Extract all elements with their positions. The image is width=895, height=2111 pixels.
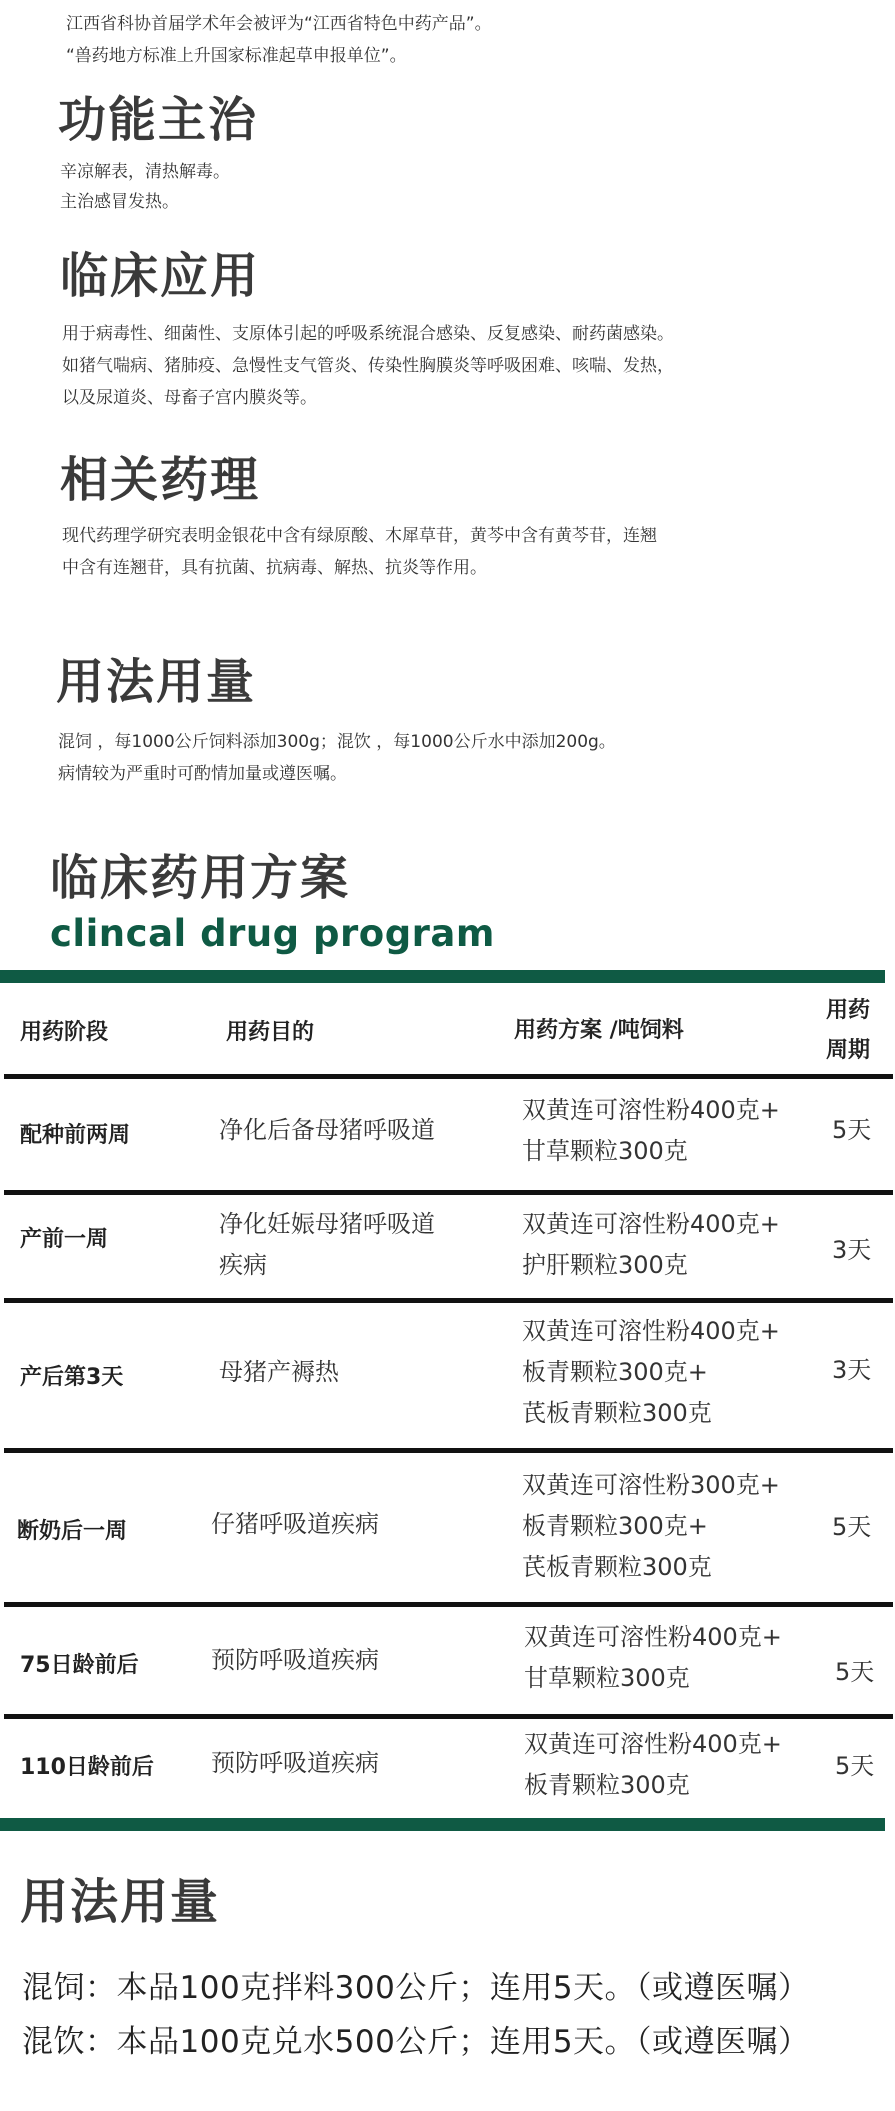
- clinical-line-3: 以及尿道炎、母畜子宫内膜炎等。: [62, 388, 317, 408]
- row-stage: 配种前两周: [20, 1123, 131, 1148]
- row-purpose: 净化妊娠母猪呼吸道 疾病: [219, 1210, 435, 1279]
- row-period: 3天: [832, 1236, 872, 1264]
- clinical-title: 临床应用: [60, 248, 261, 304]
- row-purpose: 仔猪呼吸道疾病: [211, 1510, 379, 1538]
- row-divider: [4, 1190, 893, 1195]
- clinical-line-2: 如猪气喘病、猪肺疫、急慢性支气管炎、传染性胸膜炎等呼吸困难、咳喘、发热，: [62, 356, 674, 376]
- header-stage: 用药阶段: [20, 1020, 109, 1045]
- row-stage: 产前一周: [20, 1227, 109, 1252]
- function-title: 功能主治: [58, 92, 259, 148]
- row-divider: [4, 1714, 893, 1719]
- row-purpose: 预防呼吸道疾病: [211, 1749, 379, 1777]
- header-period-line1: 用药: [826, 998, 871, 1023]
- row-stage: 75日龄前后: [20, 1653, 139, 1678]
- program-title-en: clincal drug program: [50, 912, 495, 955]
- row-stage: 110日龄前后: [20, 1755, 154, 1780]
- row-stage: 产后第3天: [20, 1365, 124, 1390]
- program-title-cn: 临床药用方案: [50, 850, 351, 906]
- table-bottom-bar: [0, 1818, 885, 1831]
- row-stage: 断奶后一周: [17, 1519, 128, 1544]
- dosage2-line-2: 混饮：本品100克兑水500公斤；连用5天。（或遵医嘱）: [22, 2024, 810, 2060]
- row-divider: [4, 1074, 893, 1079]
- function-line-1: 辛凉解表，清热解毒。: [60, 162, 230, 182]
- row-period: 5天: [835, 1752, 875, 1780]
- row-divider: [4, 1602, 893, 1607]
- dosage-title-2: 用法用量: [20, 1874, 221, 1930]
- row-plan: 双黄连可溶性粉400克+ 甘草颗粒300克: [522, 1096, 780, 1165]
- pharmacology-line-2: 中含有连翘苷，具有抗菌、抗病毒、解热、抗炎等作用。: [62, 558, 487, 578]
- row-plan: 双黄连可溶性粉400克+ 板青颗粒300克: [524, 1730, 782, 1799]
- row-purpose: 预防呼吸道疾病: [211, 1646, 379, 1674]
- intro-line-1: 江西省科协首届学术年会被评为“江西省特色中药产品”。: [66, 14, 492, 34]
- header-period-line2: 周期: [826, 1038, 871, 1063]
- row-plan: 双黄连可溶性粉400克+ 甘草颗粒300克: [524, 1623, 782, 1692]
- row-period: 5天: [832, 1116, 872, 1144]
- row-plan: 双黄连可溶性粉300克+ 板青颗粒300克+ 芪板青颗粒300克: [522, 1471, 780, 1581]
- row-period: 3天: [832, 1356, 872, 1384]
- row-plan: 双黄连可溶性粉400克+ 护肝颗粒300克: [522, 1210, 780, 1279]
- header-plan: 用药方案 /吨饲料: [514, 1018, 684, 1043]
- table-top-bar: [0, 970, 885, 983]
- row-plan: 双黄连可溶性粉400克+ 板青颗粒300克+ 芪板青颗粒300克: [522, 1317, 780, 1427]
- dosage1-line-2: 病情较为严重时可酌情加量或遵医嘱。: [58, 764, 347, 784]
- pharmacology-title: 相关药理: [60, 452, 261, 508]
- dosage1-line-1: 混饲 ，每1000公斤饲料添加300g；混饮 ，每1000公斤水中添加200g。: [58, 732, 616, 752]
- row-period: 5天: [832, 1513, 872, 1541]
- dosage-title-1: 用法用量: [56, 654, 257, 710]
- row-purpose: 净化后备母猪呼吸道: [219, 1116, 435, 1144]
- row-divider: [4, 1298, 893, 1303]
- intro-line-2: “兽药地方标准上升国家标准起草申报单位”。: [66, 46, 407, 66]
- row-period: 5天: [835, 1658, 875, 1686]
- header-purpose: 用药目的: [226, 1020, 315, 1045]
- row-divider: [4, 1448, 893, 1453]
- dosage2-line-1: 混饲：本品100克拌料300公斤；连用5天。（或遵医嘱）: [22, 1970, 810, 2006]
- clinical-line-1: 用于病毒性、细菌性、支原体引起的呼吸系统混合感染、反复感染、耐药菌感染。: [62, 324, 674, 344]
- row-purpose: 母猪产褥热: [219, 1358, 339, 1386]
- pharmacology-line-1: 现代药理学研究表明金银花中含有绿原酸、木犀草苷，黄芩中含有黄芩苷，连翘: [62, 526, 657, 546]
- function-line-2: 主治感冒发热。: [60, 192, 179, 212]
